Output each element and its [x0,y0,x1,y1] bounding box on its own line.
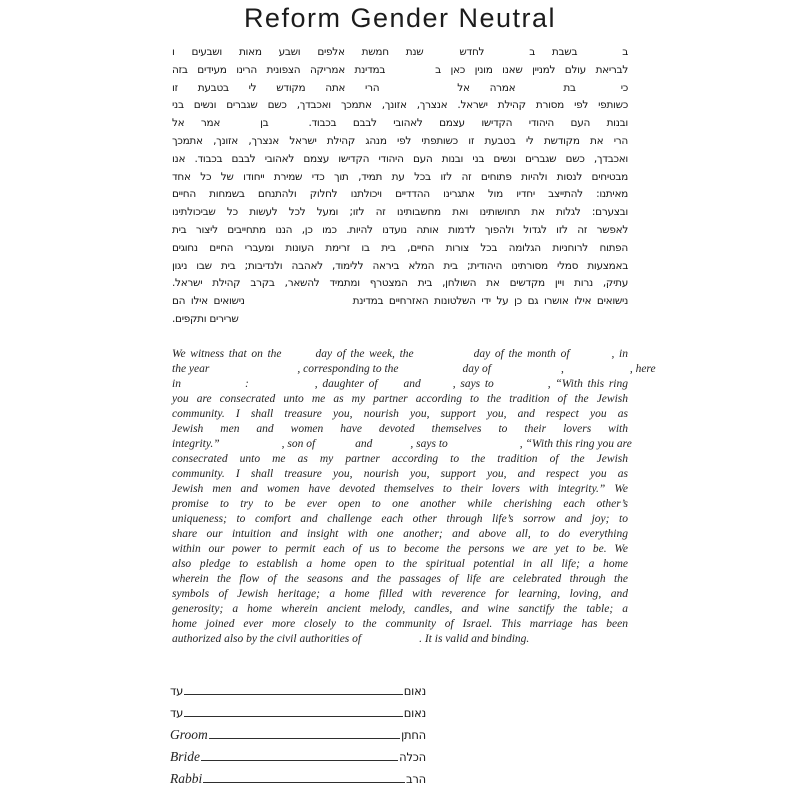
hebrew-line: נישואים אילו אושרו גם כן על ידי השלטונות האזרחיים במדינתנישואים אילו הם [172,295,628,308]
english-line: home joined ever more closely to the community of Israel. This marriage has been [172,618,628,630]
hebrew-line: באמצעות סמלי מסורתינו היהודית; בית המלא ביראה ללימוד, לאהבה ולנדיבות; בית שבו ניגון [172,259,628,272]
hakallah-label: הכלה [399,750,426,764]
english-line: you are consecrated unto me as my partner according to the tradition of the Jewish [172,393,628,405]
english-line: We witness that on the day of the week, the day of the month of , in [172,348,628,360]
hebrew-line: הרי את מקודשת לי בטבעת זו כשותפתי לפי מנהג קהילת ישראל אנצרך, אזונך, אתמכך [172,134,628,147]
witness-1-signature-line[interactable] [184,694,403,695]
hebrew-line: מאיתנו: להתייצב יחדיו מול אתגרינו ההדדיים ויכולתנו לחלוק ולהתנחם בשמחות החיים [172,188,628,201]
rabbi-label: Rabbi [170,771,203,786]
signature-row-witness-2 [170,698,426,720]
rabbi-signature-line[interactable] [203,782,405,783]
english-line: also pledge to establish a home open to the spiritual potential in all life; a home [172,558,628,570]
english-line: symbols of Jewish heritage; a home filled with reverence for learning, loving, and [172,588,628,600]
english-line: wherein the flow of the seasons and the passages of life are celebrated through the [172,573,628,585]
signature-block [170,676,426,786]
hebrew-line: לבריאת עולם למניין שאנו מונין כאן בבמדינת אמריקה הצפונית הרינו מעידים בזה [172,63,628,76]
page-title: Reform Gender Neutral [243,3,557,33]
english-line: Jewish men and women have devoted themselves to their lovers with [172,423,628,435]
english-line: share our intuition and insight with one another; and above all, to do everything [172,528,628,540]
english-line: within our power to permit each of us to become the persons we are yet to be. We [172,543,628,555]
english-line: authorized also by the civil authorities of . It is valid and binding. [172,633,530,645]
groom-signature-line[interactable] [209,738,400,739]
hebrew-line: עתיק, נרות ויין מקדשים את השולחן, בית המצטרף ומתמיד להשאר, בקרב קהילת ישראל. [172,277,628,290]
harav-label: הרב [405,772,426,786]
witness-label: עד [170,684,184,698]
english-line: community. I shall treasure you, nourish you, support you, and respect you as [172,468,628,480]
witness-2-signature-line[interactable] [184,716,403,717]
hebrew-line: שרירים ותקפים. [172,312,239,325]
witness-label: עד [170,706,184,720]
signature-row-bride [170,742,426,764]
signature-row-groom [170,720,426,742]
english-line: uniqueness; to comfort and challenge each other through life’s sorrow and joy; to [172,513,628,525]
hebrew-line: מבטיחים לנסות ולהיות פתוחים זה לזו בכל עת תמיד, תוך כדי שמירת ייחודו של כל אחד [172,170,628,183]
hebrew-line: ובצערם: לגלות את תחושותינו ואת מחשבותינו זה לזו; ומעל לכל לעשות כל שביכולתינו [172,206,628,219]
english-line: promise to try to be ever open to one another while cherishing each other’s [172,498,628,510]
hebrew-line: כיבתאמרה אלהרי אתה מקודש לי בטבעת זו [172,81,628,94]
english-paragraph [172,347,656,647]
neum-label: נאום [403,684,426,698]
hebrew-line: ובנות העם היהודי הקדישו עצמם לאהובי לבבם בכבוד.בןאמר אל [172,117,628,130]
signature-row-rabbi [170,764,426,786]
bride-label: Bride [170,749,200,764]
english-line: consecrated unto me as my partner according to the tradition of the Jewish [172,453,628,465]
signature-row-witness-1 [170,676,426,698]
hebrew-line: הפתוח לרוחניות הגלומה בכל צורות החיים, בית בו זרימת העונות ומעברי החיים נחוגים [172,241,628,254]
english-line: in : , daughter of and , says to , “With this ring [172,378,628,390]
hebrew-line: לאפשר זה לזו לגדול ולהפוך לדמות אותה נועדנו להיות. כמו כן, הננו מתחייבים ליצור בית [172,223,628,236]
english-line: Jewish men and women have devoted themselves to their lovers with integrity.” We [172,483,628,495]
english-line: generosity; a home wherein ancient melody, candles, and wine sanctify the table; a [172,603,628,615]
hebrew-line: בבשבת בלחדששנת חמשת אלפים ושבע מאות ושבעים ו [172,46,628,58]
bride-signature-line[interactable] [201,760,398,761]
hechatan-label: החתן [401,728,426,742]
groom-label: Groom [170,727,208,742]
hebrew-paragraph [172,44,628,329]
english-line: integrity.” , son of and , says to , “With this ring you are [172,438,632,450]
neum-label: נאום [403,706,426,720]
hebrew-line: כשותפי לפי מסורת קהילת ישראל. אנצרך, אזונך, אתמכך ואכבדך, כשם שגברים ונשים בני [172,99,628,112]
english-line: community. I shall treasure you, nourish you, support you, and respect you as [172,408,628,420]
english-line: the year , corresponding to the day of , , here [172,363,656,375]
hebrew-line: ואכבדך, כשם שגברים ונשים בני ובנות העם היהודי הקדישו עצמם לאהובי לבבם בכבוד. אנו [172,152,628,165]
